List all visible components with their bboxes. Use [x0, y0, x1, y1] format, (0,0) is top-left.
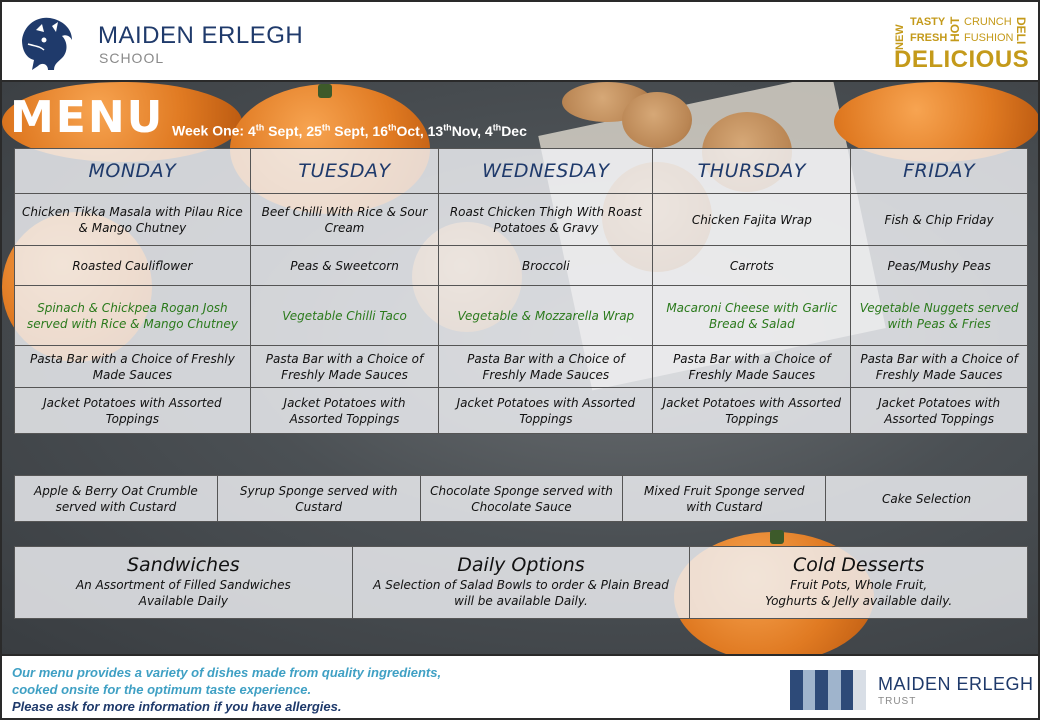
trust-logo-stripe [853, 670, 866, 710]
extras-title: Daily Options [457, 554, 585, 576]
delicious-tagline-logo [894, 12, 1030, 74]
menu-title: MENU [10, 92, 165, 143]
footer-note-line: Our menu provides a variety of dishes made from quality ingredients, [12, 665, 442, 680]
extras-desc: A Selection of Salad Bowls to order & Plain Bread [373, 578, 669, 592]
side-dish-cell: Peas/Mushy Peas [851, 246, 1028, 286]
tagline-hot: HOT [948, 16, 962, 42]
school-crest-icon [14, 10, 80, 76]
weekly-menu-table [14, 148, 1028, 434]
pasta-bar-cell: Pasta Bar with a Choice of Freshly Made Sauces [15, 346, 251, 388]
side-dish-cell: Carrots [653, 246, 851, 286]
footer-note [12, 664, 441, 715]
extras-row [15, 547, 1028, 619]
extras-sandwiches [15, 547, 353, 619]
tagline-fresh: FRESH [910, 32, 948, 44]
trust-logo-icon [790, 670, 866, 710]
trust-logo-stripe [828, 670, 841, 710]
week-date: 4thDec [484, 122, 527, 139]
tagline-deli: DELI [1014, 17, 1028, 45]
school-name: MAIDEN ERLEGH [98, 22, 304, 49]
extras-desc: Yoghurts & Jelly available daily. [765, 594, 953, 608]
footer [2, 654, 1038, 720]
trust-logo-stripe [790, 670, 803, 710]
jacket-potato-cell: Jacket Potatoes with Assorted Toppings [851, 388, 1028, 434]
extras-desc: An Assortment of Filled Sandwiches [75, 578, 291, 592]
pasta-bar-cell: Pasta Bar with a Choice of Freshly Made Sauces [250, 346, 439, 388]
extras-title: Cold Desserts [793, 554, 925, 576]
side-dish-cell: Broccoli [439, 246, 653, 286]
tagline-fushion: FUSHION [964, 32, 1014, 44]
day-wednesday: WEDNESDAY [439, 149, 653, 194]
day-tuesday: TUESDAY [250, 149, 439, 194]
dessert-cell: Chocolate Sponge served with Chocolate Sauce [420, 476, 623, 522]
tagline-new: NEW [894, 24, 906, 50]
week-dates [172, 122, 527, 139]
main-dish-cell: Roast Chicken Thigh With Roast Potatoes & Gravy [439, 194, 653, 246]
jacket-potato-row [15, 388, 1028, 434]
jacket-potato-cell: Jacket Potatoes with Assorted Toppings [653, 388, 851, 434]
week-date: 25th Sept, [306, 122, 373, 139]
side-dish-cell: Peas & Sweetcorn [250, 246, 439, 286]
week-date: 13thNov, [427, 122, 485, 139]
tagline-crunch: CRUNCH [964, 16, 1012, 28]
extras-title: Sandwiches [126, 554, 240, 576]
side-dish-row [15, 246, 1028, 286]
pasta-bar-cell: Pasta Bar with a Choice of Freshly Made Sauces [653, 346, 851, 388]
cookie [622, 92, 692, 148]
extras-desc: Available Daily [138, 594, 228, 608]
day-thursday: THURSDAY [653, 149, 851, 194]
main-dish-cell: Chicken Fajita Wrap [653, 194, 851, 246]
extras-daily-options [352, 547, 690, 619]
extras-desc: Fruit Pots, Whole Fruit, [790, 578, 928, 592]
day-header-row [15, 149, 1028, 194]
main-dish-cell: Chicken Tikka Masala with Pilau Rice & Mango Chutney [15, 194, 251, 246]
week-date: 16thOct, [372, 122, 428, 139]
dessert-cell: Cake Selection [826, 476, 1028, 522]
trust-logo-stripe [803, 670, 816, 710]
side-dish-cell: Roasted Cauliflower [15, 246, 251, 286]
main-dish-cell: Beef Chilli With Rice & Sour Cream [250, 194, 439, 246]
footer-allergy-line: Please ask for more information if you have allergies. [12, 699, 342, 714]
week-label: Week One: [172, 122, 248, 139]
vegetarian-cell: Vegetable & Mozzarella Wrap [439, 286, 653, 346]
jacket-potato-cell: Jacket Potatoes with Assorted Toppings [250, 388, 439, 434]
pasta-bar-cell: Pasta Bar with a Choice of Freshly Made Sauces [851, 346, 1028, 388]
extras-desc: will be available Daily. [454, 594, 588, 608]
main-dish-cell: Fish & Chip Friday [851, 194, 1028, 246]
vegetarian-cell: Vegetable Nuggets served with Peas & Fries [851, 286, 1028, 346]
pasta-bar-row [15, 346, 1028, 388]
tagline-delicious: DELICIOUS [894, 46, 1030, 73]
pumpkin-stem-bottom [770, 530, 784, 544]
trust-subtitle: TRUST [878, 696, 917, 707]
trust-logo-stripe [841, 670, 854, 710]
dessert-cell: Syrup Sponge served with Custard [217, 476, 420, 522]
vegetarian-cell: Spinach & Chickpea Rogan Josh served with Rice & Mango Chutney [15, 286, 251, 346]
footer-note-line: cooked onsite for the optimum taste experience. [12, 682, 312, 697]
jacket-potato-cell: Jacket Potatoes with Assorted Toppings [15, 388, 251, 434]
tagline-tasty: TASTY [910, 16, 946, 28]
vegetarian-row [15, 286, 1028, 346]
dessert-table [14, 475, 1028, 522]
day-monday: MONDAY [15, 149, 251, 194]
week-date: 4th Sept, [248, 122, 307, 139]
vegetarian-cell: Vegetable Chilli Taco [250, 286, 439, 346]
trust-name: MAIDEN ERLEGH [878, 674, 1034, 694]
dessert-cell: Mixed Fruit Sponge served with Custard [623, 476, 826, 522]
main-dish-row [15, 194, 1028, 246]
extras-cold-desserts [690, 547, 1028, 619]
jacket-potato-cell: Jacket Potatoes with Assorted Toppings [439, 388, 653, 434]
dessert-cell: Apple & Berry Oat Crumble served with Custard [15, 476, 218, 522]
trust-logo-stripe [815, 670, 828, 710]
school-subtitle: SCHOOL [99, 50, 165, 66]
vegetarian-cell: Macaroni Cheese with Garlic Bread & Salad [653, 286, 851, 346]
header [2, 2, 1038, 82]
extras-table [14, 546, 1028, 619]
day-friday: FRIDAY [851, 149, 1028, 194]
pasta-bar-cell: Pasta Bar with a Choice of Freshly Made Sauces [439, 346, 653, 388]
pumpkin-stem [318, 84, 332, 98]
dessert-row [15, 476, 1028, 522]
